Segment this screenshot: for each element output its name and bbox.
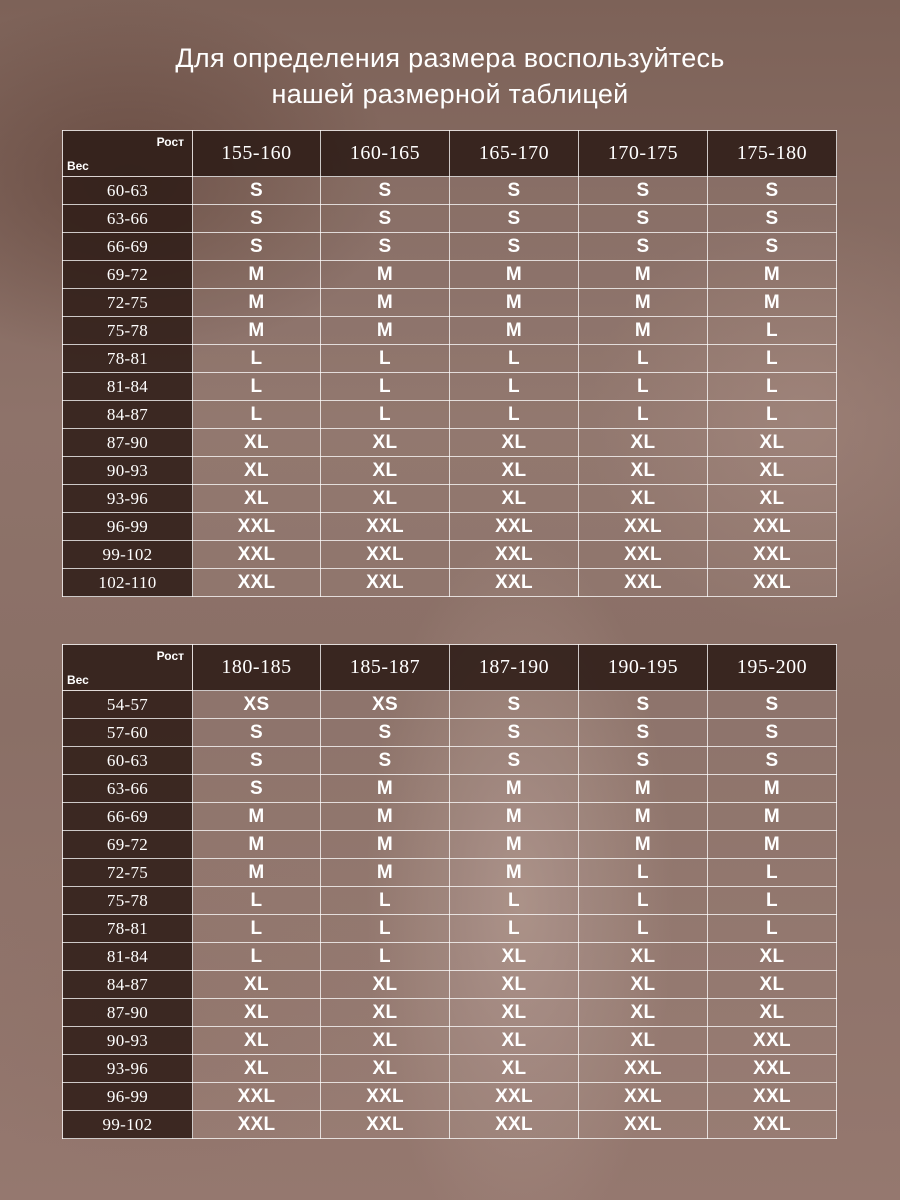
size-cell: XXL: [450, 541, 579, 569]
size-cell: L: [708, 915, 837, 943]
size-cell: M: [321, 831, 450, 859]
size-cell: XL: [321, 485, 450, 513]
size-cell: XL: [193, 429, 321, 457]
size-cell: M: [321, 317, 450, 345]
size-cell: S: [708, 719, 837, 747]
size-cell: XXL: [579, 1111, 708, 1139]
size-cell: M: [321, 289, 450, 317]
size-cell: L: [708, 345, 837, 373]
size-cell: XL: [321, 1055, 450, 1083]
size-cell: XL: [708, 429, 837, 457]
height-header: 180-185: [193, 645, 321, 691]
table-row: [63, 205, 837, 233]
size-cell: XL: [450, 943, 579, 971]
size-cell: XL: [579, 943, 708, 971]
size-cell: S: [193, 233, 321, 261]
size-cell: S: [579, 747, 708, 775]
table-row: [63, 747, 837, 775]
table-row: [63, 971, 837, 999]
size-cell: L: [708, 859, 837, 887]
size-cell: M: [450, 859, 579, 887]
size-cell: L: [321, 915, 450, 943]
size-cell: M: [579, 803, 708, 831]
weight-cell: 93-96: [63, 485, 193, 513]
size-cell: M: [321, 775, 450, 803]
weight-cell: 96-99: [63, 513, 193, 541]
size-cell: XL: [579, 485, 708, 513]
size-cell: S: [708, 691, 837, 719]
size-cell: L: [450, 887, 579, 915]
weight-cell: 72-75: [63, 859, 193, 887]
size-cell: XL: [321, 429, 450, 457]
size-cell: L: [321, 345, 450, 373]
size-cell: L: [708, 317, 837, 345]
size-cell: XXL: [193, 513, 321, 541]
size-cell: XXL: [321, 569, 450, 597]
size-cell: XXL: [708, 1111, 837, 1139]
size-cell: M: [193, 289, 321, 317]
size-cell: XL: [450, 971, 579, 999]
size-cell: L: [579, 401, 708, 429]
size-cell: XL: [321, 1027, 450, 1055]
table-row: [63, 859, 837, 887]
table-row: [63, 999, 837, 1027]
size-cell: L: [579, 345, 708, 373]
size-cell: XXL: [450, 513, 579, 541]
size-cell: S: [450, 747, 579, 775]
size-cell: S: [579, 233, 708, 261]
size-cell: M: [708, 289, 837, 317]
size-cell: S: [579, 205, 708, 233]
size-cell: L: [450, 915, 579, 943]
weight-cell: 60-63: [63, 177, 193, 205]
size-cell: M: [450, 831, 579, 859]
size-cell: L: [450, 373, 579, 401]
title-line-2: нашей размерной таблицей: [271, 79, 629, 109]
page-title: [0, 40, 900, 112]
weight-cell: 57-60: [63, 719, 193, 747]
size-cell: XL: [579, 971, 708, 999]
size-cell: XL: [321, 457, 450, 485]
size-cell: L: [450, 401, 579, 429]
size-cell: M: [450, 317, 579, 345]
size-cell: M: [193, 261, 321, 289]
size-cell: L: [193, 915, 321, 943]
size-cell: XXL: [193, 1111, 321, 1139]
weight-cell: 75-78: [63, 317, 193, 345]
size-cell: XXL: [579, 1083, 708, 1111]
weight-cell: 69-72: [63, 261, 193, 289]
size-cell: S: [193, 775, 321, 803]
size-cell: S: [321, 747, 450, 775]
size-cell: XL: [708, 485, 837, 513]
table-row: [63, 401, 837, 429]
weight-cell: 90-93: [63, 1027, 193, 1055]
size-cell: S: [450, 177, 579, 205]
size-cell: M: [708, 803, 837, 831]
table-row: [63, 541, 837, 569]
size-cell: XXL: [193, 1083, 321, 1111]
size-cell: M: [579, 289, 708, 317]
table-row: [63, 429, 837, 457]
size-cell: S: [321, 205, 450, 233]
weight-axis-label: Вес: [67, 159, 89, 173]
size-cell: M: [450, 803, 579, 831]
size-cell: XL: [579, 999, 708, 1027]
size-cell: M: [193, 317, 321, 345]
size-cell: M: [450, 289, 579, 317]
weight-cell: 63-66: [63, 205, 193, 233]
size-cell: XL: [579, 1027, 708, 1055]
table-row: [63, 803, 837, 831]
height-header: 185-187: [321, 645, 450, 691]
size-cell: S: [450, 233, 579, 261]
height-axis-label: Рост: [156, 135, 184, 149]
table-row: [63, 569, 837, 597]
table-row: [63, 887, 837, 915]
table-row: [63, 775, 837, 803]
size-cell: XXL: [193, 569, 321, 597]
corner-cell: [63, 645, 193, 691]
size-cell: XXL: [708, 1083, 837, 1111]
size-cell: L: [321, 887, 450, 915]
height-header: 187-190: [450, 645, 579, 691]
height-header: 155-160: [193, 131, 321, 177]
size-cell: XL: [193, 1027, 321, 1055]
size-cell: XXL: [321, 541, 450, 569]
size-cell: L: [193, 345, 321, 373]
table-row: [63, 1083, 837, 1111]
table-row: [63, 513, 837, 541]
size-cell: XL: [450, 457, 579, 485]
height-header: 160-165: [321, 131, 450, 177]
size-cell: M: [193, 859, 321, 887]
size-cell: L: [579, 859, 708, 887]
size-cell: S: [193, 205, 321, 233]
weight-axis-label: Вес: [67, 673, 89, 687]
table-row: [63, 457, 837, 485]
weight-cell: 66-69: [63, 233, 193, 261]
size-cell: M: [450, 261, 579, 289]
size-cell: XXL: [450, 569, 579, 597]
table-row: [63, 177, 837, 205]
height-header: 175-180: [708, 131, 837, 177]
weight-cell: 81-84: [63, 373, 193, 401]
size-cell: M: [579, 317, 708, 345]
size-cell: XL: [450, 1027, 579, 1055]
size-cell: XXL: [708, 513, 837, 541]
size-cell: M: [321, 261, 450, 289]
size-cell: XXL: [708, 541, 837, 569]
size-cell: S: [708, 747, 837, 775]
table-row: [63, 233, 837, 261]
size-cell: M: [321, 803, 450, 831]
size-cell: S: [321, 233, 450, 261]
weight-cell: 66-69: [63, 803, 193, 831]
size-cell: L: [579, 373, 708, 401]
size-table-1: [62, 130, 837, 597]
header-row: [63, 131, 837, 177]
size-cell: XL: [708, 457, 837, 485]
size-cell: S: [450, 719, 579, 747]
table-row: [63, 345, 837, 373]
size-cell: L: [193, 401, 321, 429]
size-cell: XL: [193, 485, 321, 513]
title-line-1: Для определения размера воспользуйтесь: [175, 43, 725, 73]
weight-cell: 81-84: [63, 943, 193, 971]
size-cell: S: [708, 177, 837, 205]
table-row: [63, 261, 837, 289]
size-cell: S: [579, 691, 708, 719]
corner-cell: [63, 131, 193, 177]
size-cell: S: [193, 719, 321, 747]
size-cell: XL: [450, 1055, 579, 1083]
weight-cell: 87-90: [63, 999, 193, 1027]
size-cell: XS: [193, 691, 321, 719]
table-row: [63, 485, 837, 513]
size-cell: XL: [193, 999, 321, 1027]
size-cell: XXL: [708, 569, 837, 597]
weight-cell: 78-81: [63, 915, 193, 943]
size-cell: XL: [321, 971, 450, 999]
size-cell: XXL: [579, 541, 708, 569]
size-cell: M: [708, 831, 837, 859]
size-cell: L: [193, 943, 321, 971]
size-cell: S: [579, 719, 708, 747]
size-cell: L: [321, 401, 450, 429]
size-cell: XL: [579, 457, 708, 485]
size-cell: S: [321, 719, 450, 747]
size-cell: L: [579, 887, 708, 915]
height-header: 165-170: [450, 131, 579, 177]
size-cell: XL: [450, 485, 579, 513]
size-cell: XL: [193, 457, 321, 485]
size-cell: S: [193, 747, 321, 775]
weight-cell: 78-81: [63, 345, 193, 373]
size-cell: S: [193, 177, 321, 205]
size-cell: XXL: [450, 1083, 579, 1111]
size-cell: XXL: [450, 1111, 579, 1139]
table-row: [63, 691, 837, 719]
weight-cell: 96-99: [63, 1083, 193, 1111]
size-cell: S: [450, 205, 579, 233]
size-cell: XXL: [579, 513, 708, 541]
size-cell: S: [708, 205, 837, 233]
size-cell: L: [579, 915, 708, 943]
size-cell: XL: [193, 1055, 321, 1083]
size-cell: XXL: [579, 569, 708, 597]
weight-cell: 99-102: [63, 541, 193, 569]
size-cell: M: [579, 775, 708, 803]
weight-cell: 84-87: [63, 401, 193, 429]
size-cell: M: [708, 775, 837, 803]
size-cell: S: [708, 233, 837, 261]
weight-cell: 60-63: [63, 747, 193, 775]
size-cell: XXL: [708, 1027, 837, 1055]
size-cell: M: [450, 775, 579, 803]
size-cell: S: [450, 691, 579, 719]
size-cell: M: [321, 859, 450, 887]
size-cell: S: [321, 177, 450, 205]
size-cell: L: [193, 373, 321, 401]
size-cell: L: [321, 373, 450, 401]
size-cell: M: [708, 261, 837, 289]
size-cell: L: [708, 373, 837, 401]
size-cell: XXL: [193, 541, 321, 569]
table-row: [63, 1055, 837, 1083]
table-row: [63, 373, 837, 401]
size-cell: XXL: [708, 1055, 837, 1083]
size-cell: M: [193, 831, 321, 859]
size-cell: L: [193, 887, 321, 915]
weight-cell: 84-87: [63, 971, 193, 999]
weight-cell: 63-66: [63, 775, 193, 803]
size-cell: M: [579, 261, 708, 289]
size-cell: XS: [321, 691, 450, 719]
height-header: 195-200: [708, 645, 837, 691]
size-cell: XXL: [321, 513, 450, 541]
weight-cell: 75-78: [63, 887, 193, 915]
weight-cell: 93-96: [63, 1055, 193, 1083]
size-cell: L: [708, 401, 837, 429]
table-row: [63, 289, 837, 317]
size-cell: XXL: [321, 1083, 450, 1111]
table-row: [63, 1027, 837, 1055]
size-cell: XL: [708, 999, 837, 1027]
table-row: [63, 317, 837, 345]
size-cell: XL: [321, 999, 450, 1027]
size-cell: XL: [450, 999, 579, 1027]
size-cell: M: [579, 831, 708, 859]
weight-cell: 69-72: [63, 831, 193, 859]
height-header: 190-195: [579, 645, 708, 691]
size-cell: XL: [579, 429, 708, 457]
weight-cell: 102-110: [63, 569, 193, 597]
size-cell: M: [193, 803, 321, 831]
size-cell: L: [450, 345, 579, 373]
size-cell: XL: [708, 943, 837, 971]
weight-cell: 87-90: [63, 429, 193, 457]
table-row: [63, 915, 837, 943]
size-cell: XXL: [579, 1055, 708, 1083]
table-row: [63, 719, 837, 747]
size-cell: XL: [193, 971, 321, 999]
weight-cell: 90-93: [63, 457, 193, 485]
height-header: 170-175: [579, 131, 708, 177]
weight-cell: 54-57: [63, 691, 193, 719]
size-table-2: [62, 644, 837, 1139]
height-axis-label: Рост: [156, 649, 184, 663]
header-row: [63, 645, 837, 691]
size-cell: XXL: [321, 1111, 450, 1139]
weight-cell: 72-75: [63, 289, 193, 317]
table-row: [63, 1111, 837, 1139]
size-cell: L: [321, 943, 450, 971]
table-row: [63, 831, 837, 859]
size-cell: L: [708, 887, 837, 915]
size-cell: XL: [708, 971, 837, 999]
weight-cell: 99-102: [63, 1111, 193, 1139]
size-cell: S: [579, 177, 708, 205]
size-cell: XL: [450, 429, 579, 457]
table-row: [63, 943, 837, 971]
